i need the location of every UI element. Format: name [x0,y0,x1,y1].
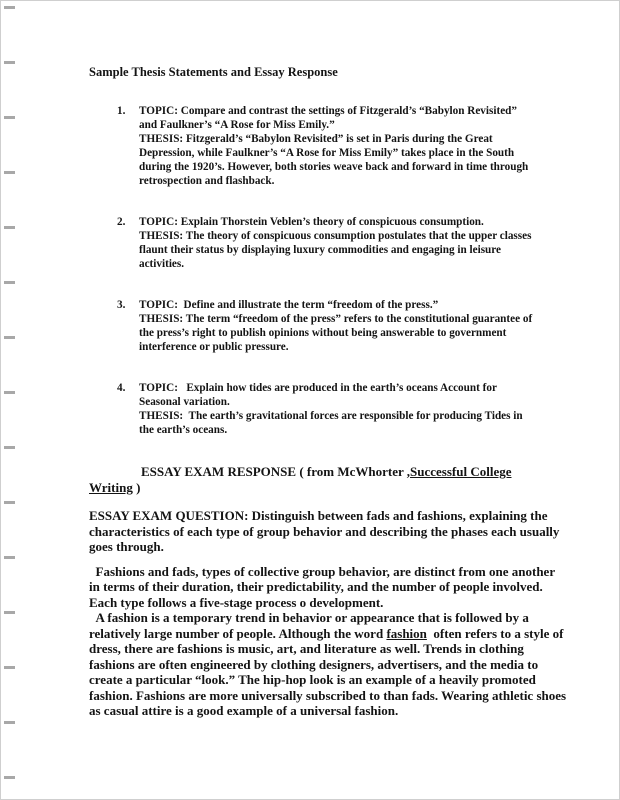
list-item [89,381,567,437]
essay-response-heading [89,464,567,496]
item-body [139,298,535,354]
fashion-paragraph-before: A fashion is a temporary trend in behavior or appearance that is followed by a relatively large number of people. Although the word [89,610,533,641]
thesis-list [89,104,567,437]
list-item [89,298,567,354]
item-body [139,381,535,437]
item-thesis: THESIS: The theory of conspicuous consumption postulates that the upper classes flaunt their status by displaying luxury commodities and engaging in leisure activities. [139,230,535,270]
item-number: 2. [117,216,126,228]
fashion-paragraph [89,610,570,719]
item-thesis: THESIS: The earth’s gravitational forces are responsible for producing Tides in the earth’s oceans. [139,410,526,436]
item-body [139,215,535,271]
underlined-word-fashion: fashion [386,625,427,641]
item-number: 4. [117,382,126,394]
item-number: 1. [117,105,126,117]
item-body [139,104,535,188]
list-item [89,104,567,188]
heading-prefix: ESSAY EXAM RESPONSE ( from McWhorter , [141,464,411,479]
item-thesis: THESIS: The term “freedom of the press” refers to the constitutional guarantee of the press’s right to publish opinions without being answerable to government interference or public pressure. [139,313,535,353]
heading-book-title: Successful College Writing [89,464,512,495]
page-title: Sample Thesis Statements and Essay Response [89,65,338,79]
item-topic: TOPIC: Compare and contrast the settings of Fitzgerald’s “Babylon Revisited” and Faulkner’s “A Rose for Miss Emily.” [139,105,520,131]
left-perforation-marks [4,6,15,798]
essay-exam-question: ESSAY EXAM QUESTION: Distinguish between fads and fashions, explaining the characteristics of each type of group behavior and describing the phases each usually goes through. [89,508,563,554]
document-content [89,65,570,719]
fashion-paragraph-after: often refers to a style of dress, there are fashions is music, art, and literature as well. Trends in clothing fashions are often engineered by clothing designers, advertisers, and the media to create a particular “look.” The hip-hop look is an example of a heavily promoted fashion. Fashions are more universally subscribed to than fads. Wearing athletic shoes as casual attire is a good example of a universal fashion. [89,625,570,718]
fads-paragraph: Fashions and fads, types of collective group behavior, are distinct from one another in terms of their duration, their predictability, and the number of people involved. Each type follows a five-stage process o development. [89,563,559,610]
heading-suffix: ) [132,480,141,495]
item-topic: TOPIC: Explain Thorstein Veblen’s theory of conspicuous consumption. [139,216,484,228]
list-item [89,215,567,271]
item-number: 3. [117,299,126,311]
item-thesis: THESIS: Fitzgerald’s “Babylon Revisited” is set in Paris during the Great Depression, while Faulkner’s “A Rose for Miss Emily” takes place in the South during the 1920’s. However, both stories weave back and forward in time through retrospection and flashback. [139,133,532,187]
item-topic: TOPIC: Define and illustrate the term “freedom of the press.” [139,299,439,311]
item-topic: TOPIC: Explain how tides are produced in the earth’s oceans Account for Seasonal variation. [139,382,500,408]
